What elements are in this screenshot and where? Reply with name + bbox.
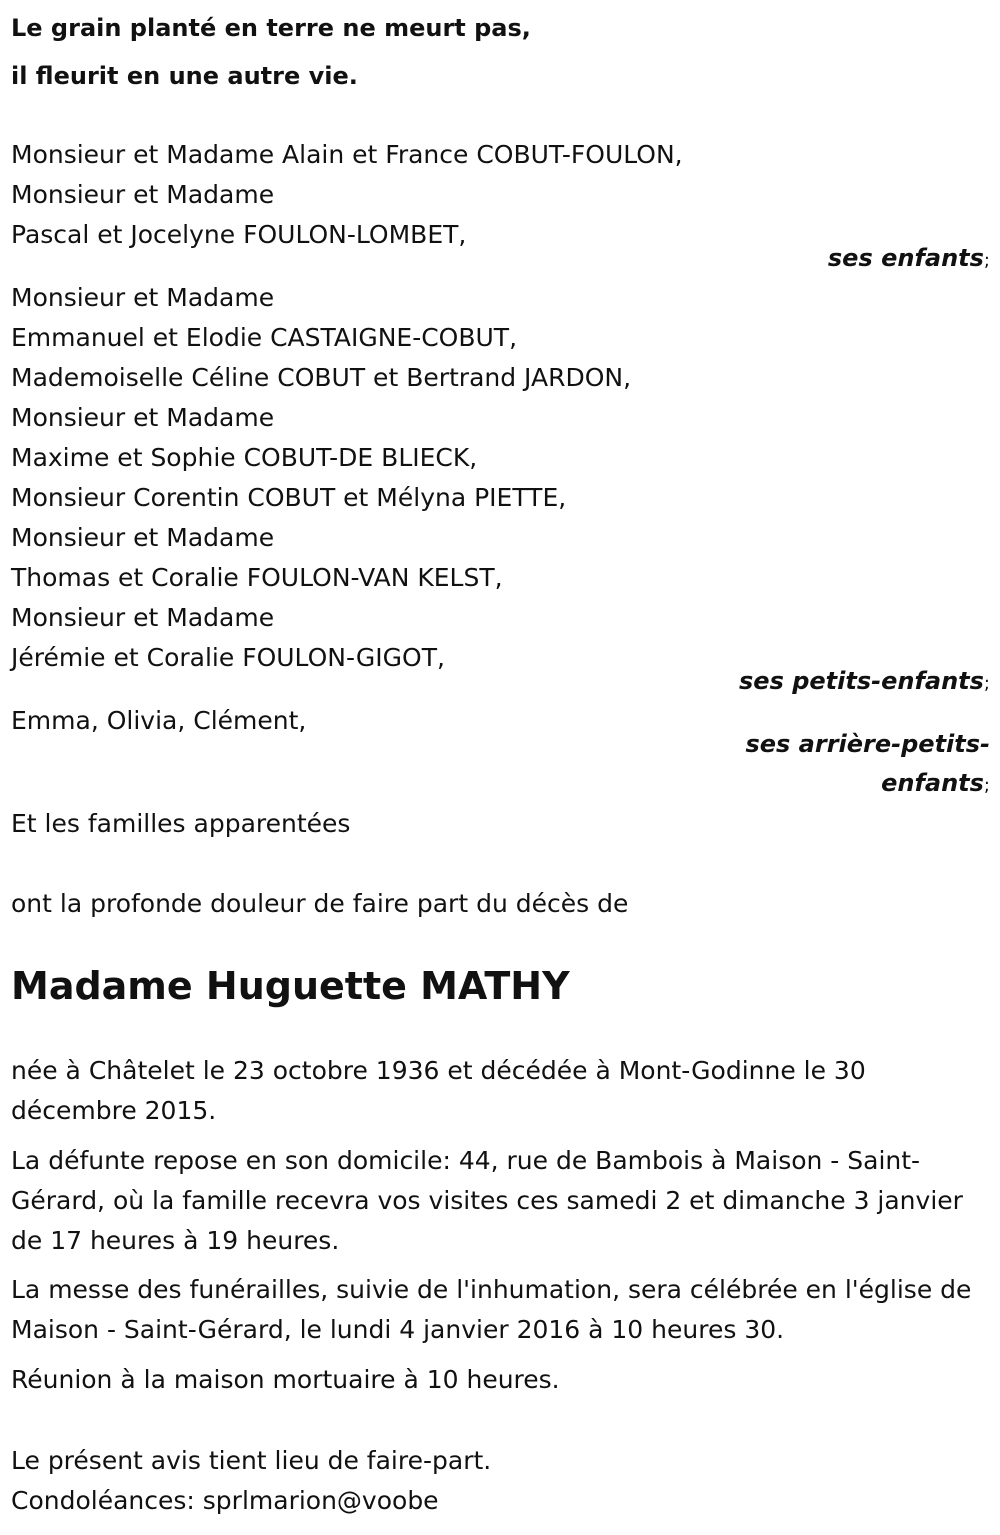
verse-line-2: il fleurit en une autre vie.: [11, 62, 358, 90]
announcement-line: ont la profonde douleur de faire part du décès de: [11, 889, 629, 918]
great-grandchildren-role-label: enfants: [881, 769, 984, 797]
condolences-line: Condoléances: sprlmarion@voobe: [11, 1486, 439, 1515]
children-line: Pascal et Jocelyne FOULON-LOMBET,: [11, 220, 467, 249]
deceased-name: Madame Huguette MATHY: [11, 964, 570, 1008]
verse-line-1: Le grain planté en terre ne meurt pas,: [11, 14, 531, 42]
grandchildren-role-label: ses petits-enfants: [739, 667, 984, 695]
notice-line: Le présent avis tient lieu de faire-part.: [11, 1446, 492, 1475]
great-grandchildren-role-2: [881, 766, 990, 803]
funeral-paragraph: La messe des funérailles, suivie de l'inhumation, sera célébrée en l'église de Maison - Saint-Gérard, le lundi 4 janvier 2016 à 10 heures 30.: [11, 1275, 972, 1344]
grandchildren-line: Mademoiselle Céline COBUT et Bertrand JARDON,: [11, 363, 632, 392]
grandchildren-line: Monsieur et Madame: [11, 283, 275, 312]
grandchildren-line: Maxime et Sophie COBUT-DE BLIECK,: [11, 443, 478, 472]
grandchildren-line: Monsieur Corentin COBUT et Mélyna PIETTE,: [11, 483, 567, 512]
separator: ;: [983, 775, 990, 796]
meeting-paragraph: Réunion à la maison mortuaire à 10 heures.: [11, 1365, 560, 1394]
children-role: [828, 241, 990, 278]
grandchildren-line: Thomas et Coralie FOULON-VAN KELST,: [11, 563, 503, 592]
children-role-label: ses enfants: [827, 244, 984, 272]
grandchildren-line: Jérémie et Coralie FOULON-GIGOT,: [11, 643, 445, 672]
great-grandchildren-role-1: ses arrière-petits-: [745, 730, 990, 758]
birth-death-paragraph: née à Châtelet le 23 octobre 1936 et décédée à Mont-Godinne le 30 décembre 2015.: [11, 1056, 866, 1125]
grandchildren-line: Emmanuel et Elodie CASTAIGNE-COBUT,: [11, 323, 518, 352]
families-line: Et les familles apparentées: [11, 809, 351, 838]
grandchildren-line: Monsieur et Madame: [11, 403, 275, 432]
children-line: Monsieur et Madame: [11, 180, 275, 209]
repose-paragraph: La défunte repose en son domicile: 44, rue de Bambois à Maison - Saint-Gérard, où la famille recevra vos visites ces samedi 2 et dimanche 3 janvier de 17 heures à 19 heures.: [11, 1146, 963, 1255]
separator: ;: [983, 250, 990, 271]
children-line: Monsieur et Madame Alain et France COBUT-FOULON,: [11, 140, 683, 169]
grandchildren-role: [739, 664, 990, 701]
grandchildren-line: Monsieur et Madame: [11, 523, 275, 552]
separator: ;: [983, 673, 990, 694]
grandchildren-line: Monsieur et Madame: [11, 603, 275, 632]
great-grandchildren-line: Emma, Olivia, Clément,: [11, 706, 307, 735]
